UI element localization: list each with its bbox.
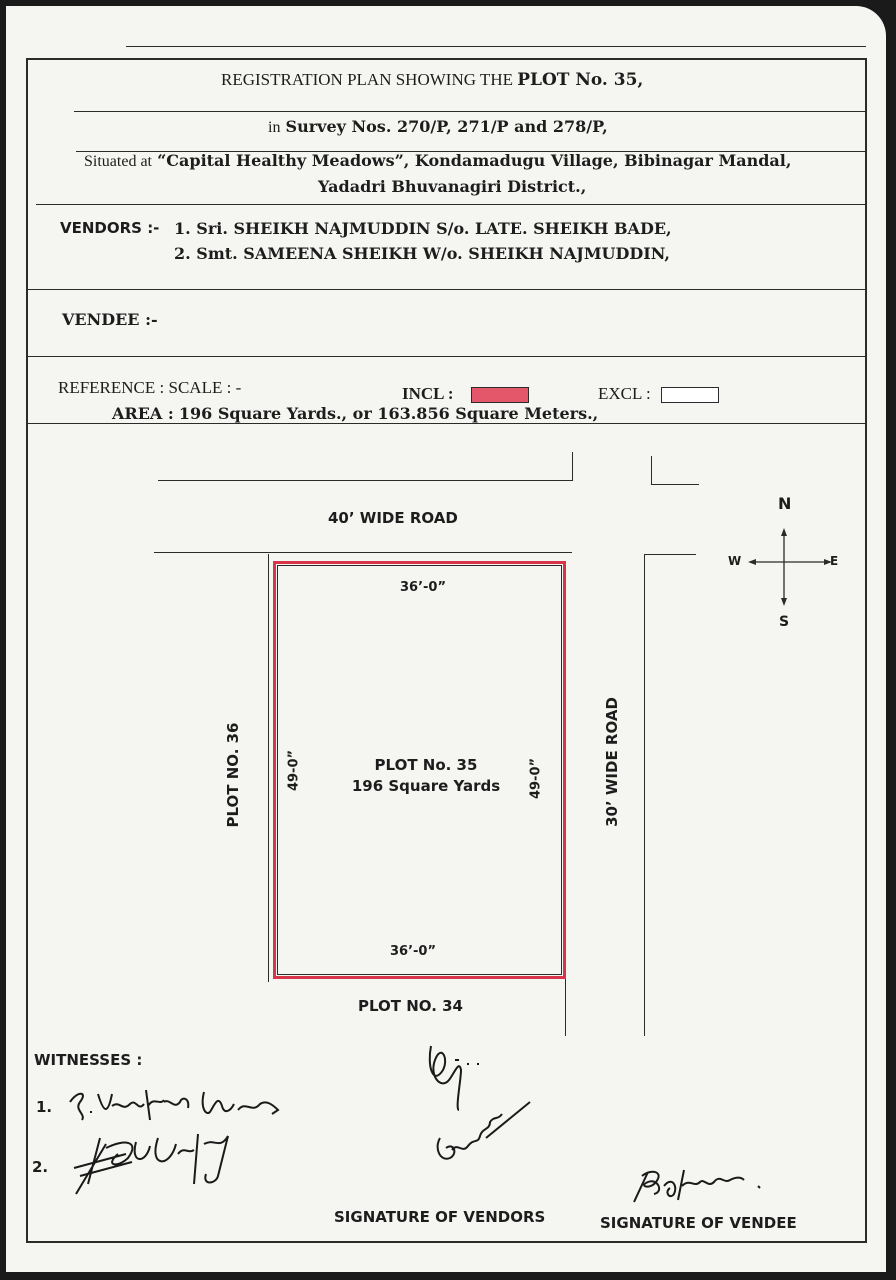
vendor-2-signature bbox=[426, 1098, 536, 1168]
rule-1 bbox=[74, 111, 867, 112]
witness-2-number: 2. bbox=[32, 1158, 49, 1176]
situated-prefix: Situated at bbox=[84, 153, 152, 170]
road-top-edge bbox=[158, 480, 572, 481]
compass-arrows-icon bbox=[746, 526, 839, 616]
witnesses-label: WITNESSES : bbox=[34, 1051, 143, 1069]
situated-detail: “Capital Healthy Meadows”, Kondamadugu Village, Bibinagar Mandal, bbox=[157, 151, 792, 170]
dim-top: 36’-0” bbox=[400, 580, 447, 595]
signature-vendee-label: SIGNATURE OF VENDEE bbox=[600, 1214, 797, 1232]
excl-label: EXCL : bbox=[598, 384, 651, 403]
title-plot-number: PLOT No. 35, bbox=[517, 70, 644, 90]
road-right-east-edge bbox=[644, 554, 645, 1036]
vendee-signature bbox=[624, 1162, 774, 1212]
road-right-corner bbox=[644, 554, 696, 555]
compass-n: N bbox=[778, 494, 792, 513]
survey-prefix: in bbox=[268, 119, 281, 136]
signature-vendors-label: SIGNATURE OF VENDORS bbox=[334, 1208, 546, 1226]
title-prefix: REGISTRATION PLAN SHOWING THE bbox=[221, 70, 513, 89]
road-corner-left bbox=[572, 452, 573, 481]
vendee-label: VENDEE :- bbox=[62, 310, 158, 329]
vendors-label: VENDORS :- bbox=[60, 219, 160, 237]
road-bottom-edge bbox=[154, 552, 572, 553]
road-right-label: 30’ WIDE ROAD bbox=[603, 697, 621, 827]
road-corner-right-v bbox=[651, 456, 652, 484]
witness-2-signature bbox=[66, 1124, 266, 1204]
top-rule bbox=[126, 46, 866, 47]
dim-right: 49-0” bbox=[528, 757, 544, 800]
plot-36-boundary bbox=[268, 554, 269, 982]
compass-w: W bbox=[728, 554, 742, 568]
situated-line bbox=[84, 151, 791, 171]
dim-left: 49-0” bbox=[286, 749, 302, 792]
rule-4 bbox=[26, 289, 867, 290]
area-line bbox=[112, 404, 598, 423]
rule-3 bbox=[36, 204, 867, 205]
plot-36-label: PLOT NO. 36 bbox=[224, 722, 242, 828]
vendor-1: 1. Sri. SHEIKH NAJMUDDIN S/o. LATE. SHEIKH BADE, bbox=[174, 219, 672, 238]
document-sheet bbox=[6, 6, 886, 1272]
area-value: 196 Square Yards., or 163.856 Square Meters., bbox=[178, 404, 599, 423]
rule-6 bbox=[26, 423, 867, 424]
vendor-2: 2. Smt. SAMEENA SHEIKH W/o. SHEIKH NAJMUDDIN, bbox=[174, 244, 670, 263]
plan-title bbox=[221, 70, 643, 90]
survey-numbers: Survey Nos. 270/P, 271/P and 278/P, bbox=[285, 117, 608, 136]
compass-e: E bbox=[830, 554, 839, 568]
reference-scale: REFERENCE : SCALE : - bbox=[58, 378, 242, 397]
plot-area: 196 Square Yards bbox=[351, 777, 501, 795]
road-corner-right-h bbox=[651, 484, 699, 485]
witness-1-number: 1. bbox=[36, 1098, 53, 1116]
dim-bottom: 36’-0” bbox=[390, 944, 437, 959]
survey-line bbox=[268, 117, 608, 137]
compass-s: S bbox=[779, 614, 790, 630]
road-right-west-edge bbox=[565, 976, 566, 1036]
plot-title: PLOT No. 35 bbox=[374, 756, 478, 774]
rule-5 bbox=[26, 356, 867, 357]
district-line: Yadadri Bhuvanagiri District., bbox=[318, 177, 587, 196]
area-label: AREA : bbox=[112, 404, 174, 423]
road-top-label: 40’ WIDE ROAD bbox=[328, 509, 458, 527]
excl-swatch bbox=[661, 387, 719, 403]
plot-34-label: PLOT NO. 34 bbox=[358, 997, 463, 1015]
incl-swatch bbox=[471, 387, 529, 403]
incl-label: INCL : bbox=[402, 384, 454, 403]
witness-1-signature bbox=[64, 1084, 304, 1124]
